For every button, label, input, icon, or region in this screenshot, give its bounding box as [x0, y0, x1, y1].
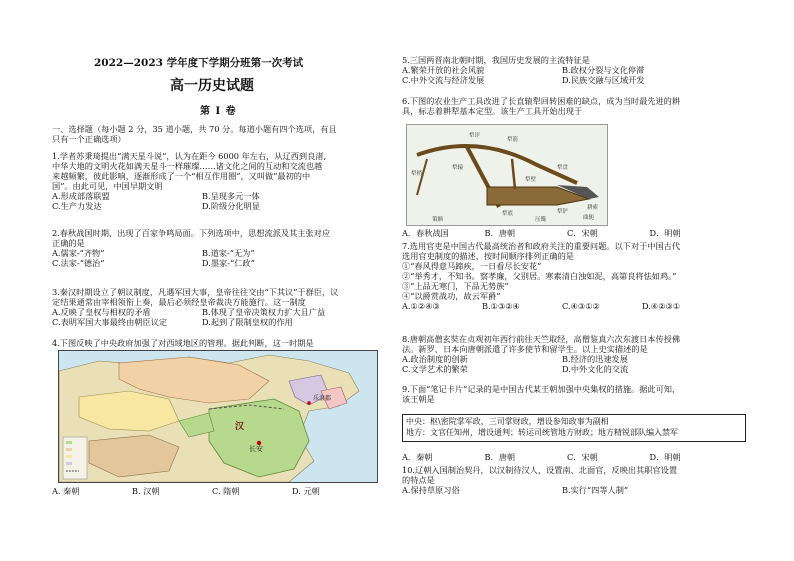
- question-text: 国”。由此可见，中国早期文明: [52, 181, 163, 191]
- question-text: 2.春秋战国时期，出现了百家争鸣局面。下列选项中，思想流派及其主张对应: [52, 228, 331, 238]
- question-text: 定结果通常由宰相领衔上奏，最后必须经皇帝裁决方能施行。这一制度: [52, 297, 306, 307]
- map-label-lelang: 乐浪郡: [313, 395, 332, 402]
- question-text: ①“春风得意马蹄疾，一日看尽长安花”: [402, 261, 542, 271]
- plow-label: 犁铲: [557, 209, 569, 215]
- option-d[interactable]: D.中外文化的交流: [562, 364, 629, 374]
- option-a[interactable]: A.形成部落联盟: [52, 191, 110, 201]
- exam-title: 2022—2023 学年度下学期分班第一次考试: [94, 57, 304, 69]
- plow-label: 犁壁: [525, 177, 537, 183]
- option-c[interactable]: C.法家-“德治”: [52, 258, 105, 268]
- question-text: 5.三国两晋南北朝时期，我国历史发展的主流特征是: [402, 55, 590, 65]
- question-text: 6.下图的农业生产工具改进了长直辕犁回转困难的缺点，成为当时最先进的耕: [402, 96, 681, 106]
- note-card-line: 中央：枢\密院掌军政，三司掌财政，增设参知政事为副相: [406, 417, 609, 426]
- plow-graphic: [407, 125, 607, 225]
- option-b[interactable]: B.经济的迅速发展: [562, 354, 628, 364]
- plow-label: 耕索: [587, 205, 599, 211]
- note-card: [402, 414, 746, 442]
- question-9-options: [402, 452, 732, 462]
- option-c[interactable]: C.中外交流与经济发展: [402, 75, 485, 85]
- section-instructions: [52, 124, 337, 144]
- question-text: 10.辽朝入国制治契丹，以汉制待汉人，设置南、北面官，反映出其职官设置: [402, 465, 678, 475]
- option-b[interactable]: B.体现了皇帝决策权力扩大且广益: [202, 307, 326, 317]
- question-8: [402, 334, 747, 374]
- map-label-han: 汉: [235, 422, 245, 432]
- option-a[interactable]: A.反映了皇权与相权的矛盾: [52, 307, 151, 317]
- plow-label: 犁底: [502, 211, 514, 217]
- option-b[interactable]: B.实行“四等人制”: [562, 485, 629, 495]
- option-d[interactable]: D.起到了限制皇权的作用: [202, 317, 293, 327]
- question-text: 具，标志着耕犁基本定型。该生产工具开始出现于: [402, 106, 583, 116]
- question-text: 1.学者苏秉琦提出“满天星斗说”，认为在距今 6000 年左右，从辽西到良渚,: [52, 151, 327, 161]
- option-b[interactable]: B.政权分裂与文化停滞: [562, 65, 645, 75]
- question-2: [52, 228, 382, 268]
- question-text: ③“上品无寒门，下品无势族”: [402, 281, 509, 291]
- question-9: [402, 384, 680, 404]
- question-text: 该王朝是: [402, 394, 435, 404]
- option-a[interactable]: A.①②④③: [402, 301, 440, 311]
- option-c[interactable]: C.表明军国大事最终由朝臣议定: [52, 317, 168, 327]
- option-d[interactable]: D．明朝: [649, 228, 681, 238]
- map-graphic: [59, 351, 377, 482]
- option-c[interactable]: C. 隋朝: [212, 486, 240, 496]
- option-b[interactable]: B.①③②④: [482, 301, 520, 311]
- option-b[interactable]: B.呈现多元一体: [202, 191, 260, 201]
- question-5: [402, 55, 747, 85]
- subject-title: 高一历史试题: [170, 78, 254, 94]
- option-d[interactable]: D.民族交融与区域开发: [562, 75, 645, 85]
- option-d[interactable]: D．明朝: [649, 452, 681, 462]
- question-text: ②“举秀才，不知书。察孝廉，父别居。寒素清白浊如泥，高第良将怯如鸡。”: [402, 271, 677, 281]
- option-d[interactable]: D.④②③①: [642, 301, 681, 311]
- question-4-text: 4.下图反映了中央政府加强了对西域地区的管理。据此判断，这一时期是: [52, 338, 314, 348]
- option-d[interactable]: D. 元朝: [292, 486, 320, 496]
- plow-label: 策额: [432, 217, 444, 223]
- option-a[interactable]: A.保持草原习俗: [402, 485, 460, 495]
- plow-label: 犁盘: [557, 165, 569, 171]
- question-6-options: [402, 228, 732, 238]
- plow-label: 犁箭: [507, 137, 519, 143]
- option-a[interactable]: A．春秋战国: [402, 228, 449, 238]
- note-card-line: 地方：文官任知州，增设通判；转运司统管地方财政；地方精锐部队编入禁军: [406, 427, 678, 437]
- option-a[interactable]: A.政治制度的创新: [402, 354, 468, 364]
- han-dynasty-map: [58, 350, 378, 483]
- question-text: 选用官吏制度的描述，按时间顺序排列正确的是: [402, 251, 574, 261]
- question-text: 中华大地的文明火花如满天星斗一样璀璨……诸文化之间的互动和交流也越: [52, 161, 323, 171]
- option-c[interactable]: C．宋朝: [567, 228, 598, 238]
- plow-label: 压镵: [535, 217, 547, 223]
- plow-label: 犁评: [469, 133, 481, 139]
- question-text: 来越频繁，彼此影响，逐渐形成了一个“相互作用圈”，又叫做“最初的中: [52, 171, 311, 181]
- question-3: [52, 287, 382, 327]
- option-a[interactable]: A. 秦朝: [52, 486, 80, 496]
- question-text: 法。新罗、日本向唐朝派遣了许多使节和留学生。以上史实描述的是: [402, 344, 648, 354]
- plow-label: 犁辕: [452, 165, 464, 171]
- option-b[interactable]: B．唐朝: [484, 228, 516, 238]
- option-c[interactable]: C.④③①②: [562, 301, 600, 311]
- question-7: [402, 241, 747, 311]
- question-text: ④“以爵赏战功，故云军爵”: [402, 291, 501, 301]
- option-c[interactable]: C.文学艺术的繁荣: [402, 364, 468, 374]
- question-text: 9.下面“笔记卡片”记录的是中国古代某王朝加强中央集权的措施。据此可知，: [402, 384, 681, 394]
- option-b[interactable]: B. 汉朝: [132, 486, 160, 496]
- option-b[interactable]: B．唐朝: [484, 452, 516, 462]
- option-a[interactable]: A．秦朝: [402, 452, 433, 462]
- part-title: 第 I 卷: [200, 106, 237, 117]
- option-c[interactable]: C．宋朝: [567, 452, 598, 462]
- question-6: [402, 96, 680, 116]
- curved-plow-figure: [406, 124, 608, 226]
- question-10: [402, 465, 747, 495]
- instruction-line: 一、选择题（每小题 2 分，35 道小题，共 70 分。每道小题有四个选项，有且: [52, 124, 337, 134]
- question-1: [52, 151, 382, 211]
- question-text: 正确的是: [52, 238, 85, 248]
- question-text: 7.选用官吏是中国古代最高统治者和政府关注的重要问题。以下对于中国古代: [402, 241, 681, 251]
- option-c[interactable]: C.生产力发达: [52, 201, 102, 211]
- question-4-options: [52, 486, 372, 496]
- option-a[interactable]: A.儒家-“齐物”: [52, 248, 105, 258]
- map-label-changan: 长安: [249, 445, 263, 453]
- plow-label: 曲轭: [583, 215, 595, 221]
- option-d[interactable]: D.墨家-“仁政”: [202, 258, 255, 268]
- question-text: 3.秦汉时期设立了朝议制度，凡遇军国大事，皇帝往往交由“下其议”于群臣，议: [52, 287, 339, 297]
- question-text: 的特点是: [402, 475, 435, 485]
- instruction-line: 只有一个正确选项）: [52, 134, 126, 144]
- question-text: 8.唐朝高僧玄奘在贞观初年西行前往天竺取经，高僧鉴真六次东渡日本传授佛: [402, 334, 681, 344]
- plow-label: 犁梢: [411, 171, 423, 177]
- option-a[interactable]: A.繁荣开放的社会风貌: [402, 65, 485, 75]
- option-d[interactable]: D.阶级分化明显: [202, 201, 260, 211]
- option-b[interactable]: B.道家-“无为”: [202, 248, 255, 258]
